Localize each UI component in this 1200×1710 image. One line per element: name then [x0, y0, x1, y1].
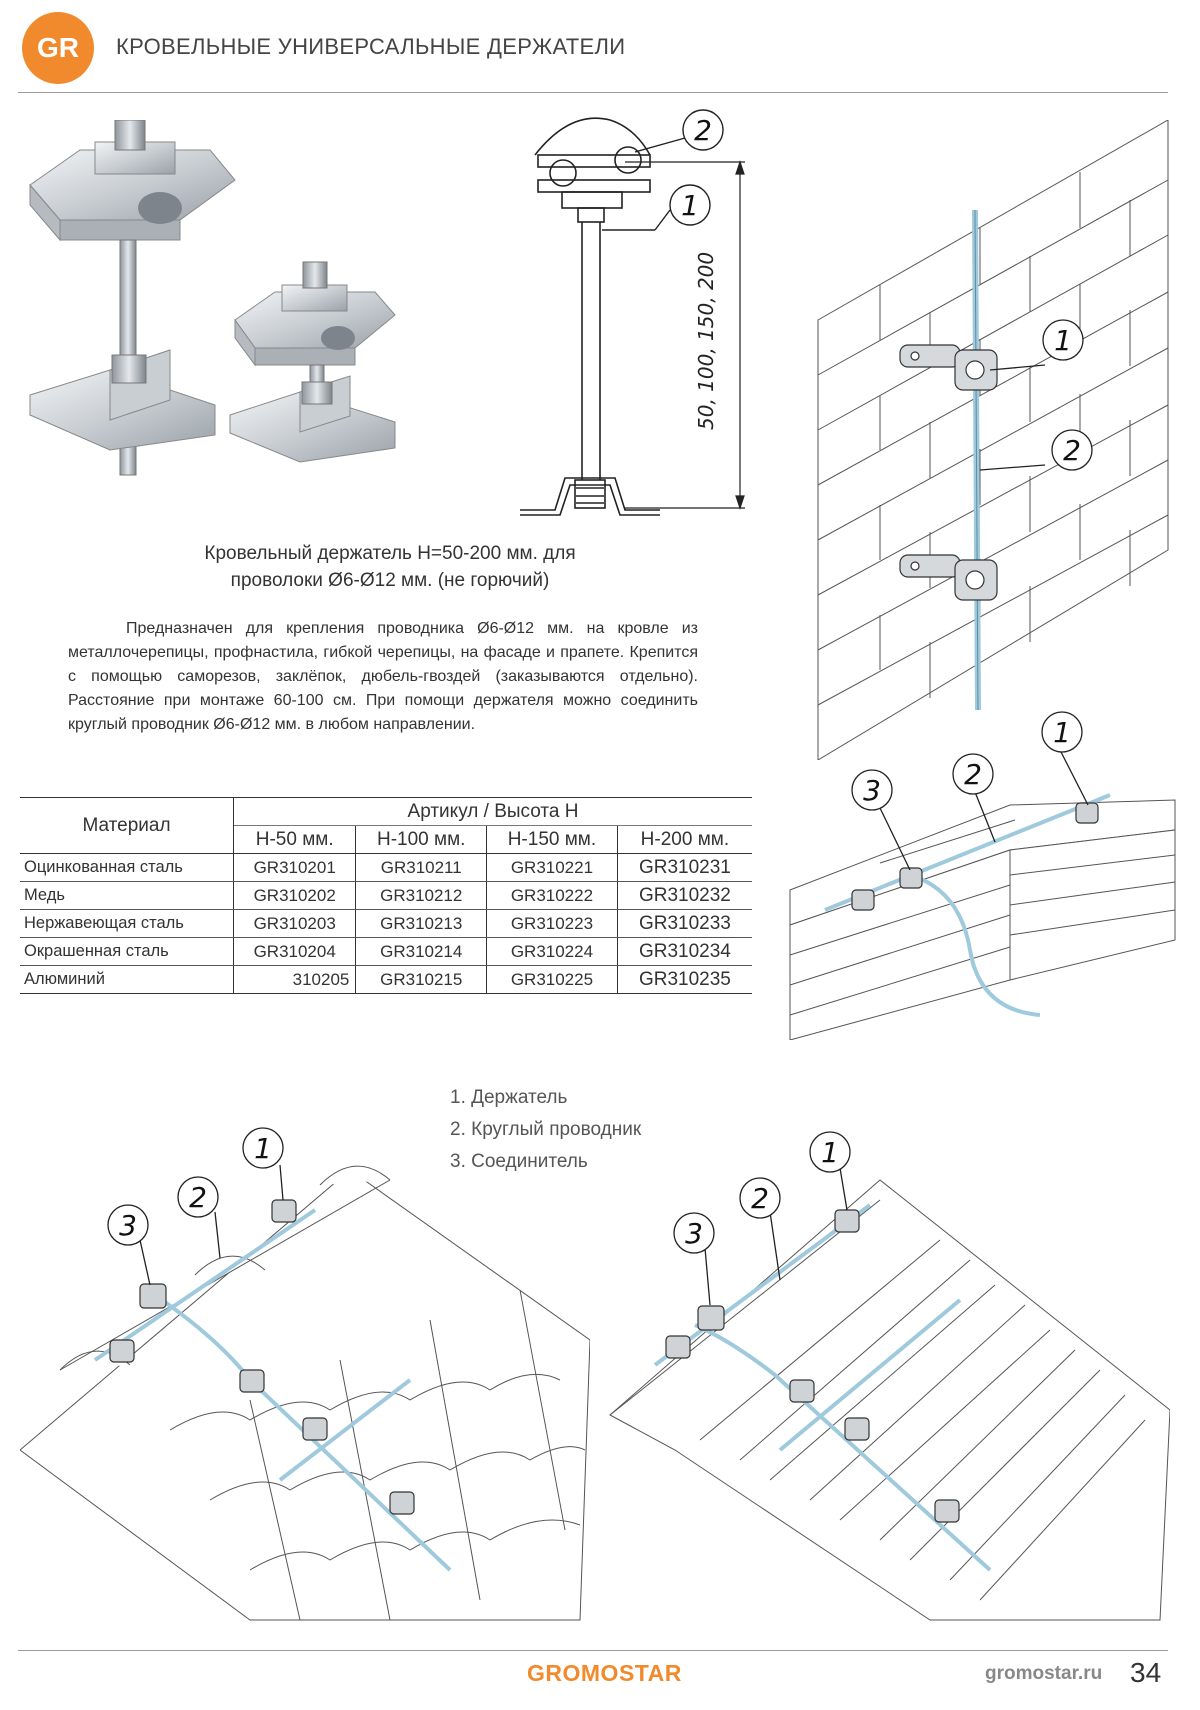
height-header: Н-150 мм.	[487, 826, 618, 854]
product-description	[68, 617, 698, 737]
tile-callout-2: 2	[189, 1181, 207, 1214]
parapet-callout-3: 3	[863, 774, 881, 807]
wall-callout-2: 2	[1063, 434, 1081, 467]
sheet-callout-2: 2	[751, 1182, 769, 1215]
material-cell: Оцинкованная сталь	[20, 854, 234, 882]
caption-line-2: проволоки Ø6-Ø12 мм. (не горючий)	[230, 570, 550, 591]
height-header: Н-200 мм.	[617, 826, 752, 854]
table-row	[20, 966, 752, 994]
footer-divider	[18, 1650, 1168, 1651]
parapet-callout-2: 2	[964, 758, 982, 791]
code-cell: GR310235	[617, 966, 752, 994]
article-header: Артикул / Высота Н	[234, 798, 753, 826]
page-number: 34	[1130, 1657, 1162, 1688]
wall-holder-top	[900, 345, 997, 390]
code-cell: GR310231	[617, 854, 752, 882]
height-header: Н-50 мм.	[234, 826, 356, 854]
product-caption	[150, 540, 630, 594]
article-table	[20, 797, 752, 994]
code-cell: GR310222	[487, 882, 618, 910]
code-cell: GR310234	[617, 938, 752, 966]
legend-item: 1. Держатель	[450, 1087, 568, 1108]
sheet-callout-3: 3	[685, 1217, 703, 1250]
wall-holder-bottom	[900, 555, 997, 600]
table-row	[20, 910, 752, 938]
legend-item: 3. Соединитель	[450, 1151, 588, 1172]
table-row	[20, 854, 752, 882]
callout-2: 2	[694, 114, 712, 147]
caption-line-1: Кровельный держатель Н=50-200 мм. для	[204, 543, 576, 564]
legend-item: 2. Круглый проводник	[450, 1119, 642, 1140]
holder-product-photo	[20, 120, 450, 510]
table-row	[20, 882, 752, 910]
code-cell: GR310203	[234, 910, 356, 938]
holder-technical-drawing	[510, 100, 770, 530]
brick-lines	[818, 172, 1168, 705]
code-cell: GR310201	[234, 854, 356, 882]
dimension-label: 50, 100, 150, 200	[694, 251, 718, 430]
logo-text: GR	[37, 32, 79, 63]
code-cell: GR310223	[487, 910, 618, 938]
code-cell: GR310225	[487, 966, 618, 994]
code-cell: GR310233	[617, 910, 752, 938]
sheet-callout-1: 1	[821, 1136, 839, 1169]
corrugated-roof-diagram	[600, 1100, 1170, 1630]
wall-mount-diagram	[810, 120, 1170, 760]
code-cell: GR310212	[356, 882, 487, 910]
footer-brand: GROMOSTAR	[527, 1660, 682, 1686]
code-cell: GR310204	[234, 938, 356, 966]
description-text: Предназначен для крепления проводника Ø6-Ø12 мм. на кровле из металлочерепицы, профнастила, гибкой черепицы, на фасаде и прапете. Крепится с помощью саморезов, заклёпок, дюбель-гвоздей (заказываются отдельно). Расстояние при монтаже 60-100 см. При помощи держателя можно соединить круглый проводник Ø6-Ø12 мм. в любом направлении.	[68, 620, 698, 733]
parapet-callout-1: 1	[1053, 716, 1071, 749]
material-cell: Медь	[20, 882, 234, 910]
callout-1: 1	[681, 189, 699, 222]
code-cell: 310205	[234, 966, 356, 994]
tiled-roof-diagram	[20, 1100, 590, 1630]
wall-callout-1: 1	[1054, 324, 1072, 357]
small-holder	[230, 262, 395, 462]
material-cell: Окрашенная сталь	[20, 938, 234, 966]
code-cell: GR310211	[356, 854, 487, 882]
material-cell: Алюминий	[20, 966, 234, 994]
page-title: КРОВЕЛЬНЫЕ УНИВЕРСАЛЬНЫЕ ДЕРЖАТЕЛИ	[116, 34, 626, 59]
parapet-diagram	[780, 710, 1180, 1040]
code-cell: GR310215	[356, 966, 487, 994]
header-divider	[18, 92, 1168, 93]
code-cell: GR310224	[487, 938, 618, 966]
table-row	[20, 938, 752, 966]
footer-site[interactable]: gromostar.ru	[985, 1663, 1103, 1684]
code-cell: GR310221	[487, 854, 618, 882]
tile-callout-3: 3	[119, 1209, 137, 1242]
code-cell: GR310213	[356, 910, 487, 938]
material-header: Материал	[20, 798, 234, 854]
code-cell: GR310232	[617, 882, 752, 910]
brand-logo	[22, 12, 94, 84]
material-cell: Нержавеющая сталь	[20, 910, 234, 938]
large-holder	[30, 120, 235, 475]
code-cell: GR310214	[356, 938, 487, 966]
code-cell: GR310202	[234, 882, 356, 910]
height-header: Н-100 мм.	[356, 826, 487, 854]
tile-callout-1: 1	[254, 1132, 272, 1165]
